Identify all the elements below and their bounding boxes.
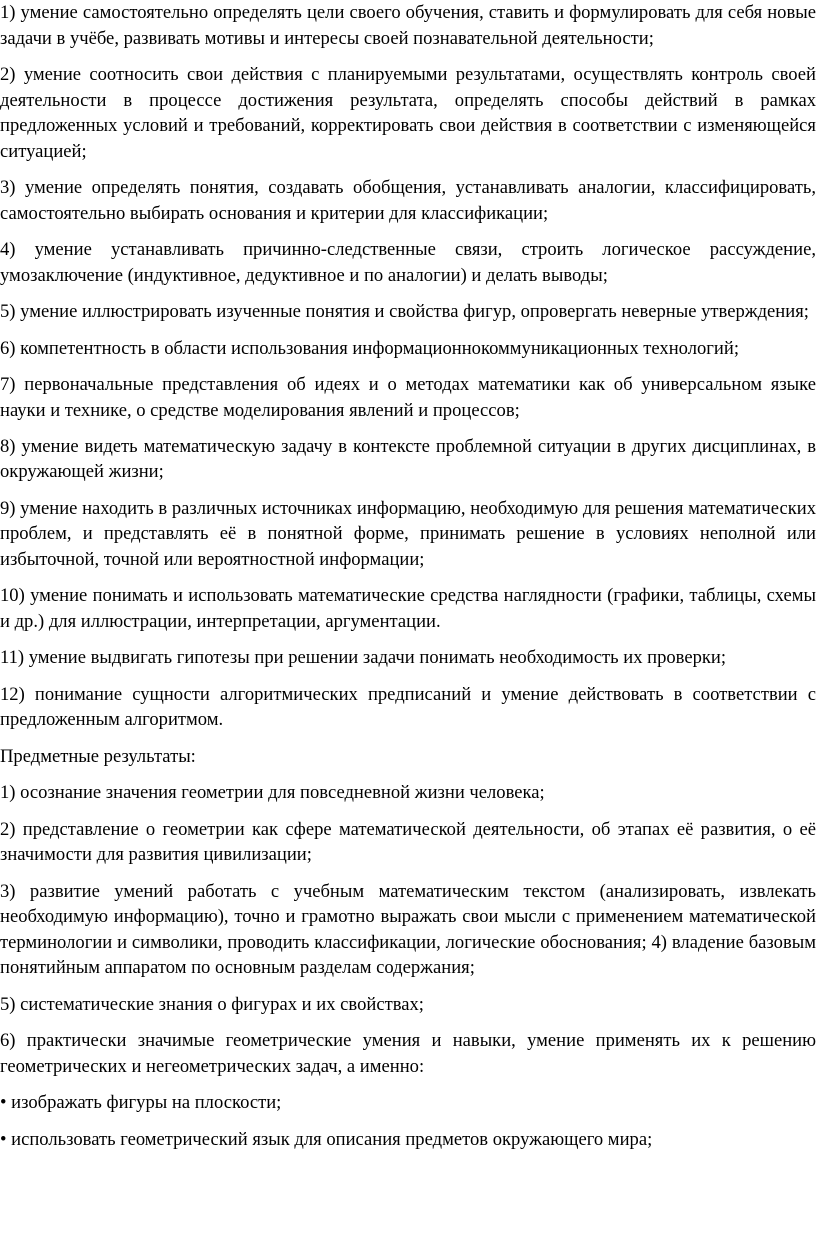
paragraph-4: 4) умение устанавливать причинно-следственные связи, строить логическое рассуждение, умозаключение (индуктивное, дедуктивное и по аналогии) и делать выводы; <box>0 239 816 286</box>
paragraph-2: 2) умение соотносить свои действия с планируемыми результатами, осуществлять контроль своей деятельности в процессе достижения результата, определять способы действий в рамках предложенных условий и требований, корректировать свои действия в соответствии с изменяющейся ситуацией; <box>0 63 816 162</box>
paragraph-10: 10) умение понимать и использовать математические средства наглядности (графики, таблицы, схемы и др.) для иллюстрации, интерпретации, аргументации. <box>0 585 816 633</box>
subject-paragraph-6: 6) практически значимые геометрические умения и навыки, умение применять их к решению геометрических и негеометрических задач, а именно: <box>0 1030 816 1077</box>
subject-paragraph-1: 1) осознание значения геометрии для повседневной жизни человека; <box>0 782 545 804</box>
bullet-item-2: • использовать геометрический язык для описания предметов окружающего мира; <box>0 1128 653 1150</box>
paragraph-5: 5) умение иллюстрировать изученные понятия и свойства фигур, опровергать неверные утверждения; <box>0 301 809 323</box>
paragraph-6: 6) компетентность в области использования информационнокоммуникационных технологий; <box>0 337 739 359</box>
section-heading-subject-results: Предметные результаты: <box>0 745 196 767</box>
paragraph-1: 1) умение самостоятельно определять цели своего обучения, ставить и формулировать для себя новые задачи в учёбе, развивать мотивы и интересы своей познавательной деятельности; <box>0 2 816 49</box>
subject-paragraph-3: 3) развитие умений работать с учебным математическим текстом (анализировать, извлекать необходимую информацию), точно и грамотно выражать свои мысли с применением математической терминологии и символики, проводить классификации, логические обоснования; 4) владение базовым понятийным аппаратом по основным разделам содержания; <box>0 880 816 979</box>
paragraph-7: 7) первоначальные представления об идеях и о методах математики как об универсальном языке науки и технике, о средстве моделирования явлений и процессов; <box>0 373 816 421</box>
paragraph-8: 8) умение видеть математическую задачу в контексте проблемной ситуации в других дисциплинах, в окружающей жизни; <box>0 435 816 483</box>
subject-paragraph-2: 2) представление о геометрии как сфере математической деятельности, об этапах её развития, о её значимости для развития цивилизации; <box>0 818 816 866</box>
paragraph-11: 11) умение выдвигать гипотезы при решении задачи понимать необходимость их проверки; <box>0 647 727 669</box>
subject-paragraph-5: 5) систематические знания о фигурах и их свойствах; <box>0 993 424 1015</box>
bullet-item-1: • изображать фигуры на плоскости; <box>0 1092 282 1114</box>
paragraph-3: 3) умение определять понятия, создавать обобщения, устанавливать аналогии, классифицировать, самостоятельно выбирать основания и критерии для классификации; <box>0 177 816 224</box>
paragraph-9: 9) умение находить в различных источниках информацию, необходимую для решения математических проблем, и представлять её в понятной форме, принимать решение в условиях неполной или избыточной, точной или вероятностной информации; <box>0 497 816 571</box>
paragraph-12: 12) понимание сущности алгоритмических предписаний и умение действовать в соответствии с предложенным алгоритмом. <box>0 683 816 731</box>
